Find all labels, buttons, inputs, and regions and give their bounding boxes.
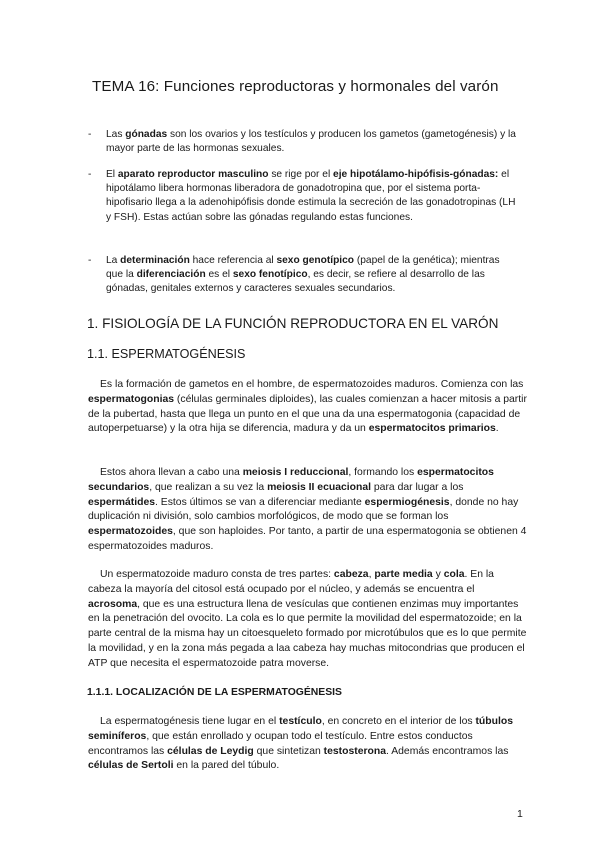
text-run: ,: [368, 569, 375, 580]
paragraph-4: [88, 715, 528, 774]
text-run: La: [106, 255, 121, 266]
text-run: , que son haploides. Por tanto, a partir de una espermatogonia se obtienen 4 espermatozoides maduros.: [88, 526, 527, 552]
paragraph-3: [88, 568, 528, 672]
bold-term: sexo genotípico: [276, 255, 355, 266]
bold-term: testículo: [279, 716, 322, 727]
text-run: . En la cabeza la mayoría del citosol está ocupado por el núcleo, y además se encuentra el: [88, 569, 494, 595]
bold-term: espermatogonias: [88, 393, 175, 405]
text-run: , que están enrollado y ocupan todo el testículo. Entre estos conductos encontramos las: [88, 730, 473, 757]
text-run: , es decir, se refiere al desarrollo de las gónadas, genitales externos y caracteres sexuales secundarios.: [106, 269, 485, 295]
paragraph-text: [88, 467, 526, 552]
text-run: en la pared del túbulo.: [173, 760, 280, 772]
bold-term: testosterona: [323, 745, 387, 757]
text-run: Es la formación de gametos en el hombre, de espermatozoides maduros. Comienza con las: [100, 379, 524, 390]
bold-term: espermatocitos secundarios: [88, 467, 494, 493]
text-run: El: [106, 169, 118, 180]
bold-term: túbulos seminíferos: [88, 716, 513, 742]
text-run: Las: [106, 129, 126, 140]
bold-term: cabeza: [333, 569, 369, 580]
paragraph-text: [88, 379, 527, 434]
bold-term: eje hipotálamo-hipófisis-gónadas:: [333, 169, 499, 180]
bold-term: gónadas: [125, 129, 168, 140]
bullet-item-2: [88, 168, 518, 225]
text-run: , que es una estructura llena de vesículas que contienen enzimas muy importantes en la penetración del ovocito. La cola es lo que permite la movilidad del espermatozoide; en la parte central de la misma hay un citoesqueleto formado por microtúbulos que es lo que permite la movilidad, y en la zona más pegada a laa cabeza hay muchas mitocondrias que producen el ATP que necesita el espermatozoide patra moverse.: [88, 598, 527, 669]
text-run: (células germinales diploides), las cuales comienzan a hacer mitosis a partir de la pubertad, hasta que llega un punto en el que una da una espermatogonia (capacidad de autoperpetuarse) y la otra hija se diferencia, madura y da un: [88, 393, 527, 435]
bold-term: espermiogénesis: [364, 496, 450, 508]
bold-term: células de Leydig: [167, 745, 254, 757]
text-run: . Estos últimos se van a diferenciar mediante: [155, 496, 365, 508]
section-heading-1-1-1: 1.1.1. LOCALIZACIÓN DE LA ESPERMATOGÉNESIS: [87, 687, 342, 698]
text-run: y: [432, 569, 444, 580]
text-run: son los ovarios y los testículos y producen los gametos (gametogénesis) y la mayor parte de las hormonas sexuales.: [106, 129, 516, 155]
bold-term: meiosis I reduccional: [242, 467, 349, 478]
text-run: para dar lugar a los: [371, 481, 464, 493]
text-run: , que realizan a su vez la: [149, 481, 268, 493]
paragraph-text: [88, 569, 526, 669]
bullet-item-1: [88, 128, 518, 156]
section-heading-1: 1. FISIOLOGÍA DE LA FUNCIÓN REPRODUCTORA EN EL VARÓN: [87, 316, 499, 331]
bullet-text: [106, 254, 518, 297]
bold-term: espermatozoides: [88, 526, 173, 538]
bold-term: acrosoma: [88, 598, 138, 610]
text-run: Un espermatozoide maduro consta de tres partes:: [100, 569, 334, 580]
bullet-dash: -: [88, 129, 92, 140]
text-run: (papel de la genética); mientras que la: [106, 255, 500, 281]
bold-term: espermátides: [88, 496, 155, 508]
text-run: , en concreto en el interior de los: [321, 716, 476, 727]
bold-term: parte media: [374, 569, 433, 580]
text-run: que sintetizan: [253, 745, 324, 757]
bullet-dash: -: [88, 169, 92, 180]
page-number: 1: [517, 808, 523, 820]
bold-term: espermatocitos primarios: [368, 423, 496, 435]
bold-term: sexo fenotípico: [232, 269, 308, 281]
text-run: hace referencia al: [189, 255, 277, 266]
text-run: . Además encontramos las: [386, 745, 509, 757]
bold-term: cola: [443, 569, 465, 580]
bold-term: aparato reproductor masculino: [117, 169, 269, 180]
bullet-item-3: [88, 254, 518, 297]
text-run: el hipotálamo libera hormonas liberadora de gonadotropina que, por el sistema porta-hipofisario llega a la adenohipófisis donde estimula la secreción de las gonadotropinas (LH y FSH). Estas actúan sobre las gónadas regulando estas funciones.: [106, 169, 516, 223]
bullet-dash: -: [88, 255, 92, 266]
bold-term: meiosis II ecuacional: [267, 481, 372, 493]
paragraph-text: [88, 716, 513, 771]
text-run: es el: [205, 269, 233, 281]
bold-term: células de Sertoli: [88, 760, 174, 772]
bullet-text: [106, 168, 518, 225]
text-run: , donde no hay duplicación ni división, solo cambios morfológicos, de modo que se forman los: [88, 496, 519, 523]
paragraph-1: [88, 378, 528, 437]
text-run: Estos ahora llevan a cabo una: [100, 467, 243, 478]
paragraph-2: [88, 466, 528, 555]
bullet-text: [106, 128, 518, 156]
page-title: TEMA 16: Funciones reproductoras y hormonales del varón: [92, 78, 499, 95]
text-run: .: [495, 423, 499, 435]
section-heading-1-1: 1.1. ESPERMATOGÉNESIS: [87, 347, 246, 361]
text-run: La espermatogénesis tiene lugar en el: [100, 716, 280, 727]
text-run: se rige por el: [268, 169, 334, 180]
bold-term: determinación: [120, 255, 190, 266]
bold-term: diferenciación: [136, 269, 206, 281]
text-run: , formando los: [348, 467, 418, 478]
